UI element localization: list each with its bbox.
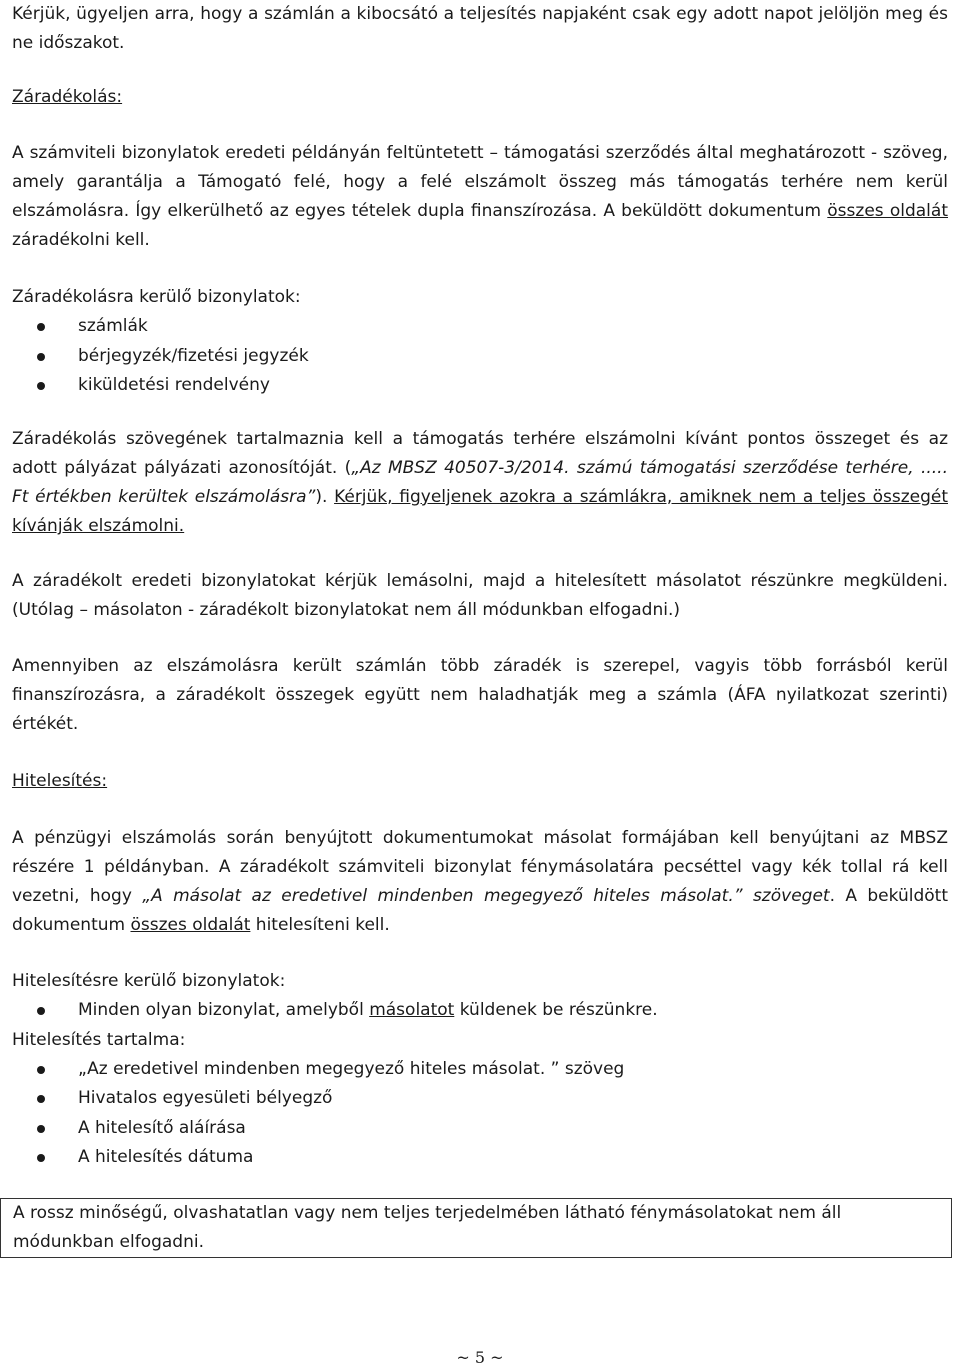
list-item: Minden olyan bizonylat, amelyből másolatot küldenek be részünkre.	[12, 996, 948, 1026]
text-run: záradékolni kell.	[12, 230, 150, 250]
text-run: . A beküldött dokumentum	[12, 886, 948, 935]
notice-text: A rossz minőségű, olvashatatlan vagy nem teljes terjedelmében látható fénymásolatokat nem áll módunkban elfogadni.	[13, 1203, 842, 1252]
bullet-icon	[37, 1007, 45, 1015]
text-run: ).	[315, 487, 335, 507]
zaradekolas-document-list	[12, 283, 948, 401]
all-pages-emphasis: összes oldalát	[130, 915, 251, 935]
zaradekolas-paragraph-4: Amennyiben az elszámolásra került számlán több záradék is szerepel, vagyis több forrásból kerül finanszírozásra, a záradékolt összegek együtt nem haladhatják meg a számla (ÁFA nyilatkozat szerinti) értékét.	[12, 656, 948, 734]
zaradekolas-paragraph-2	[12, 425, 948, 541]
list-item: A hitelesítés dátuma	[12, 1143, 948, 1173]
example-clause: „Az MBSZ 40507-3/2014. számú támogatási szerződése terhére, ..... Ft értékben kerültek elszámolásra”	[12, 458, 948, 507]
zaradekolas-paragraph-1	[12, 139, 948, 255]
zaradekolas-paragraph-3: A záradékolt eredeti bizonylatokat kérjük lemásolni, majd a hitelesített másolatot részünkre megküldeni. (Utólag – másolaton - záradékolt bizonylatokat nem áll módunkban elfogadni.)	[12, 571, 948, 620]
copy-emphasis: másolatot	[369, 1000, 455, 1020]
list-title: Hitelesítésre kerülő bizonylatok:	[12, 971, 286, 991]
intro-paragraph: Kérjük, ügyeljen arra, hogy a számlán a kibocsátó a teljesítés napjaként csak egy adott napot jelöljön meg és ne időszakot.	[12, 4, 948, 53]
zaradekolas-heading: Záradékolás:	[12, 87, 123, 107]
list-item: bérjegyzék/fizetési jegyzék	[12, 342, 948, 372]
text-run: A számviteli bizonylatok eredeti példányán feltüntetett – támogatási szerződés által meghatározott - szöveg, amely garantálja a Támogató felé, hogy a felé elszámolt összeg más támogatás terhére nem kerül elszámolásra. Így elkerülhető az egyes tételek dupla finanszírozása. A beküldött dokumentum	[12, 143, 948, 221]
certification-clause: „A másolat az eredetivel mindenben megegyező hiteles másolat.” szöveget	[142, 886, 830, 906]
list-item: kiküldetési rendelvény	[12, 371, 948, 401]
list-item: Hivatalos egyesületi bélyegző	[12, 1084, 948, 1114]
hitelesites-heading: Hitelesítés:	[12, 771, 108, 791]
bullet-icon	[37, 323, 45, 331]
all-pages-emphasis: összes oldalát	[827, 201, 948, 221]
bullet-icon	[37, 1154, 45, 1162]
bullet-icon	[37, 1095, 45, 1103]
text-run: Záradékolás szövegének tartalmaznia kell a támogatás terhére elszámolni kívánt pontos összeget és az adott pályázat pályázati azonosítóját. (	[12, 429, 948, 478]
list-item: számlák	[12, 312, 948, 342]
partial-amount-warning: Kérjük, figyeljenek azokra a számlákra, amiknek nem a teljes összegét kívánják elszámolni.	[12, 487, 948, 536]
page-number: ~ 5 ~	[456, 1348, 504, 1367]
bullet-icon	[37, 382, 45, 390]
hitelesites-document-list	[12, 967, 948, 1173]
notice-box	[0, 1198, 952, 1258]
bullet-icon	[37, 1125, 45, 1133]
text-run: hitelesíteni kell.	[250, 915, 390, 935]
list-title: Hitelesítés tartalma:	[12, 1029, 186, 1050]
bullet-icon	[37, 353, 45, 361]
list-item: „Az eredetivel mindenben megegyező hiteles másolat. ” szöveg	[12, 1055, 948, 1085]
bullet-icon	[37, 1066, 45, 1074]
list-title: Záradékolásra kerülő bizonylatok:	[12, 287, 301, 307]
list-item: A hitelesítő aláírása	[12, 1114, 948, 1144]
text-run: A pénzügyi elszámolás során benyújtott dokumentumokat másolat formájában kell benyújtani az MBSZ részére 1 példányban. A záradékolt számviteli bizonylat fénymásolatára pecséttel vagy kék tollal rá kell vezetni, hogy	[12, 828, 948, 906]
hitelesites-paragraph-1	[12, 824, 948, 940]
